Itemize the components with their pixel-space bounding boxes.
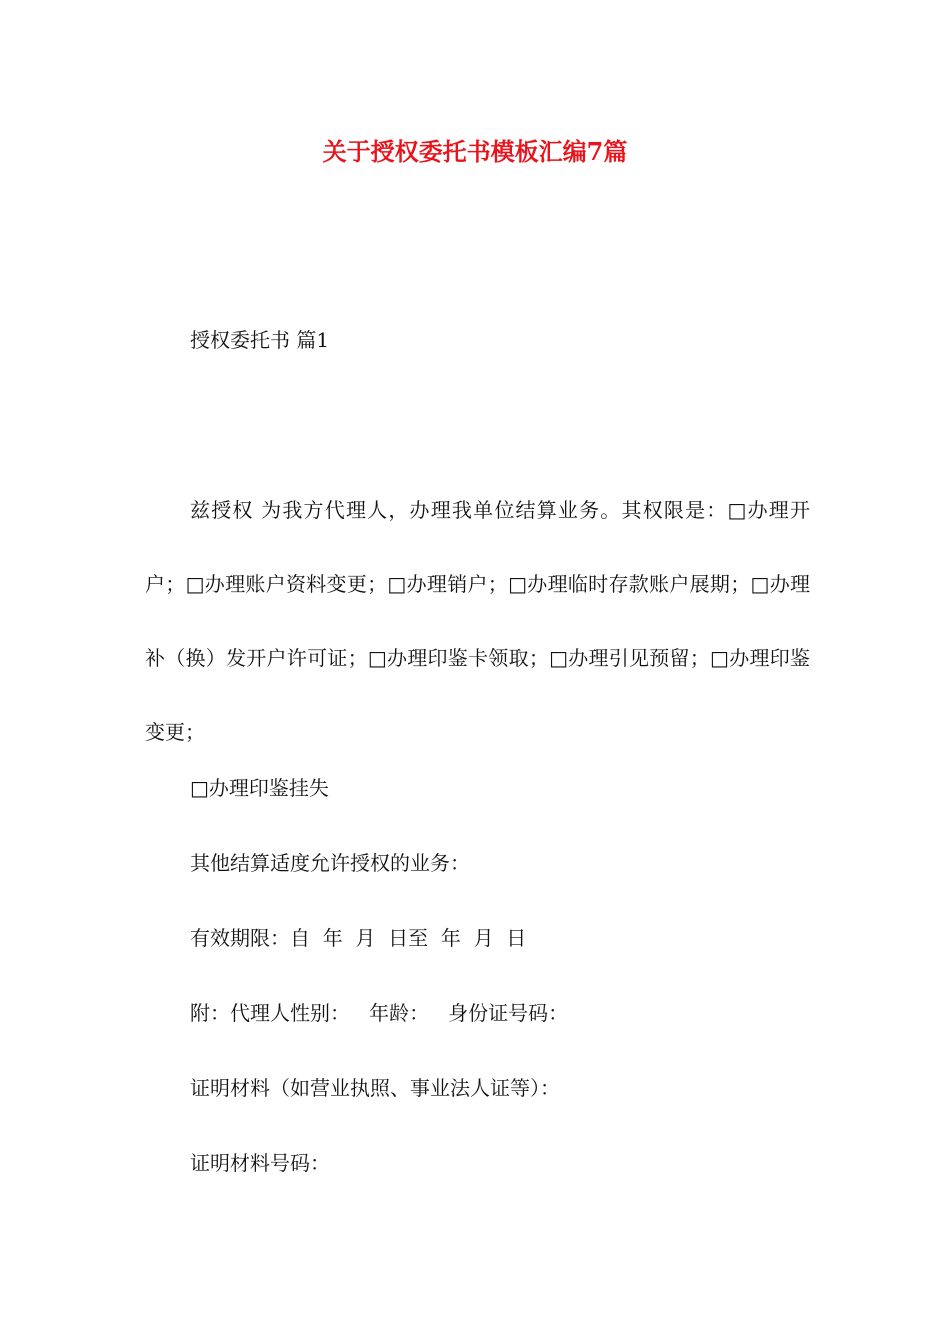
line-other-business: 其他结算适度允许授权的业务： [190,851,470,875]
line-agent-info: 附：代理人性别： 年龄： 身份证号码： [190,1001,569,1025]
line-proof-number: 证明材料号码： [190,1151,330,1175]
section-heading: 授权委托书 篇1 [190,328,330,352]
document-title: 关于授权委托书模板汇编7篇 [322,137,628,166]
line-validity-period: 有效期限：自 年 月 日至 年 月 日 [190,926,527,950]
line-seal-loss: □办理印鉴挂失 [190,776,329,800]
authorization-paragraph: 兹授权 为我方代理人，办理我单位结算业务。其权限是：□办理开户；□办理账户资料变更；□办理销户；□办理临时存款账户展期；□办理补（换）发开户许可证；□办理印鉴卡领取；□办理引见预留；□办理印鉴变更； [145,498,810,744]
line-proof-materials: 证明材料（如营业执照、事业法人证等）： [190,1076,560,1100]
